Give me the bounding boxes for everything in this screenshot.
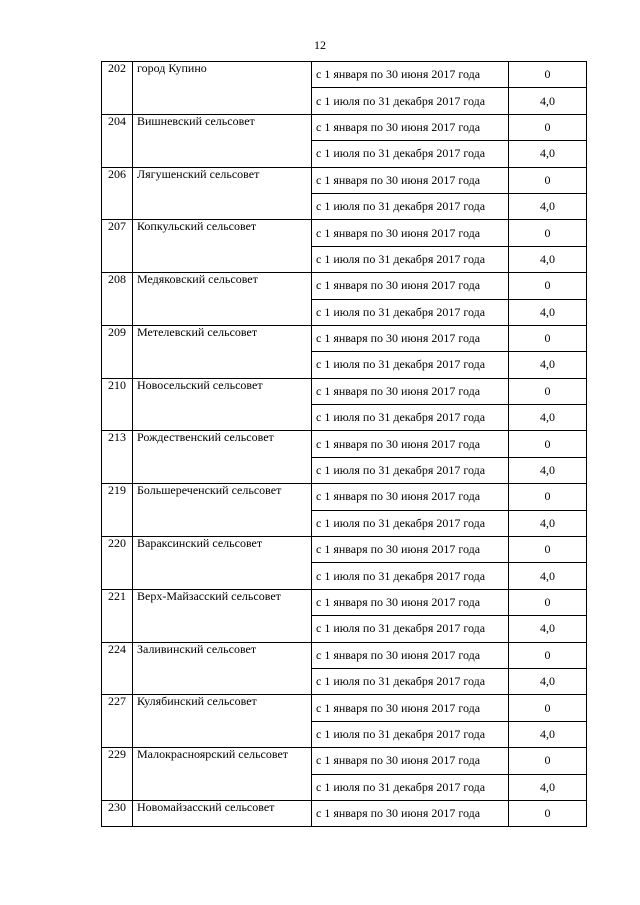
period-cell: с 1 июля по 31 декабря 2017 года: [312, 405, 509, 431]
municipality-code-cell: 209: [102, 325, 133, 378]
table-row: [102, 695, 587, 721]
period-cell: с 1 января по 30 июня 2017 года: [312, 589, 509, 615]
period-cell: с 1 января по 30 июня 2017 года: [312, 695, 509, 721]
period-cell: с 1 июля по 31 декабря 2017 года: [312, 352, 509, 378]
municipality-name-cell: Вараксинский сельсовет: [133, 537, 312, 590]
rate-cell: 0: [509, 62, 587, 88]
rate-cell: 4,0: [509, 721, 587, 747]
rate-cell: 0: [509, 220, 587, 246]
rate-cell: 0: [509, 273, 587, 299]
municipality-name-cell: Новосельский сельсовет: [133, 378, 312, 431]
period-cell: с 1 июля по 31 декабря 2017 года: [312, 246, 509, 272]
table-row: [102, 642, 587, 668]
municipality-name-cell: Заливинский сельсовет: [133, 642, 312, 695]
rate-cell: 0: [509, 484, 587, 510]
rate-cell: 4,0: [509, 563, 587, 589]
period-cell: с 1 июля по 31 декабря 2017 года: [312, 668, 509, 694]
table-row: [102, 431, 587, 457]
rate-cell: 4,0: [509, 668, 587, 694]
rate-cell: 4,0: [509, 141, 587, 167]
rate-cell: 4,0: [509, 616, 587, 642]
period-cell: с 1 января по 30 июня 2017 года: [312, 431, 509, 457]
table-row: [102, 62, 587, 88]
period-cell: с 1 июля по 31 декабря 2017 года: [312, 299, 509, 325]
municipality-code-cell: 219: [102, 484, 133, 537]
period-cell: с 1 января по 30 июня 2017 года: [312, 167, 509, 193]
municipality-name-cell: Лягушенский сельсовет: [133, 167, 312, 220]
page-number: 12: [314, 38, 326, 52]
municipality-name-cell: Метелевский сельсовет: [133, 325, 312, 378]
rate-cell: 0: [509, 378, 587, 404]
rate-cell: 4,0: [509, 457, 587, 483]
rate-cell: 4,0: [509, 510, 587, 536]
municipality-name-cell: Верх-Майзасский сельсовет: [133, 589, 312, 642]
rate-cell: 4,0: [509, 352, 587, 378]
period-cell: с 1 января по 30 июня 2017 года: [312, 114, 509, 140]
period-cell: с 1 января по 30 июня 2017 года: [312, 220, 509, 246]
rate-cell: 0: [509, 748, 587, 774]
municipality-name-cell: Вишневский сельсовет: [133, 114, 312, 167]
table-row: [102, 114, 587, 140]
municipality-code-cell: 206: [102, 167, 133, 220]
period-cell: с 1 июля по 31 декабря 2017 года: [312, 616, 509, 642]
rate-cell: 0: [509, 325, 587, 351]
rate-cell: 4,0: [509, 246, 587, 272]
rates-table-body: [102, 62, 587, 827]
municipality-code-cell: 210: [102, 378, 133, 431]
table-row: [102, 484, 587, 510]
period-cell: с 1 января по 30 июня 2017 года: [312, 537, 509, 563]
municipality-code-cell: 224: [102, 642, 133, 695]
table-row: [102, 800, 587, 826]
municipality-code-cell: 208: [102, 273, 133, 326]
municipality-code-cell: 230: [102, 800, 133, 826]
municipality-code-cell: 227: [102, 695, 133, 748]
municipality-code-cell: 213: [102, 431, 133, 484]
municipality-code-cell: 221: [102, 589, 133, 642]
municipality-name-cell: Малокрасноярский сельсовет: [133, 748, 312, 801]
period-cell: с 1 июля по 31 декабря 2017 года: [312, 563, 509, 589]
municipality-code-cell: 204: [102, 114, 133, 167]
municipality-name-cell: Рождественский сельсовет: [133, 431, 312, 484]
rate-cell: 0: [509, 642, 587, 668]
rate-cell: 0: [509, 537, 587, 563]
rate-cell: 0: [509, 800, 587, 826]
municipality-name-cell: Копкульский сельсовет: [133, 220, 312, 273]
rate-cell: 4,0: [509, 405, 587, 431]
rate-cell: 0: [509, 114, 587, 140]
table-row: [102, 589, 587, 615]
municipality-code-cell: 220: [102, 537, 133, 590]
period-cell: с 1 января по 30 июня 2017 года: [312, 800, 509, 826]
period-cell: с 1 июля по 31 декабря 2017 года: [312, 193, 509, 219]
municipality-name-cell: Новомайзасский сельсовет: [133, 800, 312, 826]
rate-cell: 0: [509, 431, 587, 457]
table-row: [102, 537, 587, 563]
municipality-code-cell: 202: [102, 62, 133, 115]
rate-cell: 0: [509, 695, 587, 721]
period-cell: с 1 января по 30 июня 2017 года: [312, 273, 509, 299]
table-row: [102, 378, 587, 404]
period-cell: с 1 июля по 31 декабря 2017 года: [312, 457, 509, 483]
period-cell: с 1 января по 30 июня 2017 года: [312, 484, 509, 510]
rate-cell: 0: [509, 167, 587, 193]
municipality-code-cell: 229: [102, 748, 133, 801]
municipality-name-cell: Медяковский сельсовет: [133, 273, 312, 326]
table-row: [102, 748, 587, 774]
rates-table: [101, 61, 587, 827]
municipality-name-cell: Кулябинский сельсовет: [133, 695, 312, 748]
period-cell: с 1 июля по 31 декабря 2017 года: [312, 88, 509, 114]
rate-cell: 4,0: [509, 193, 587, 219]
municipality-name-cell: Большереченский сельсовет: [133, 484, 312, 537]
table-row: [102, 167, 587, 193]
table-row: [102, 273, 587, 299]
rate-cell: 4,0: [509, 774, 587, 800]
period-cell: с 1 января по 30 июня 2017 года: [312, 748, 509, 774]
table-row: [102, 220, 587, 246]
municipality-code-cell: 207: [102, 220, 133, 273]
period-cell: с 1 января по 30 июня 2017 года: [312, 642, 509, 668]
rate-cell: 4,0: [509, 88, 587, 114]
table-row: [102, 325, 587, 351]
rate-cell: 4,0: [509, 299, 587, 325]
period-cell: с 1 июля по 31 декабря 2017 года: [312, 141, 509, 167]
period-cell: с 1 января по 30 июня 2017 года: [312, 62, 509, 88]
period-cell: с 1 января по 30 июня 2017 года: [312, 325, 509, 351]
rate-cell: 0: [509, 589, 587, 615]
period-cell: с 1 июля по 31 декабря 2017 года: [312, 510, 509, 536]
period-cell: с 1 июля по 31 декабря 2017 года: [312, 721, 509, 747]
municipality-name-cell: город Купино: [133, 62, 312, 115]
period-cell: с 1 июля по 31 декабря 2017 года: [312, 774, 509, 800]
period-cell: с 1 января по 30 июня 2017 года: [312, 378, 509, 404]
